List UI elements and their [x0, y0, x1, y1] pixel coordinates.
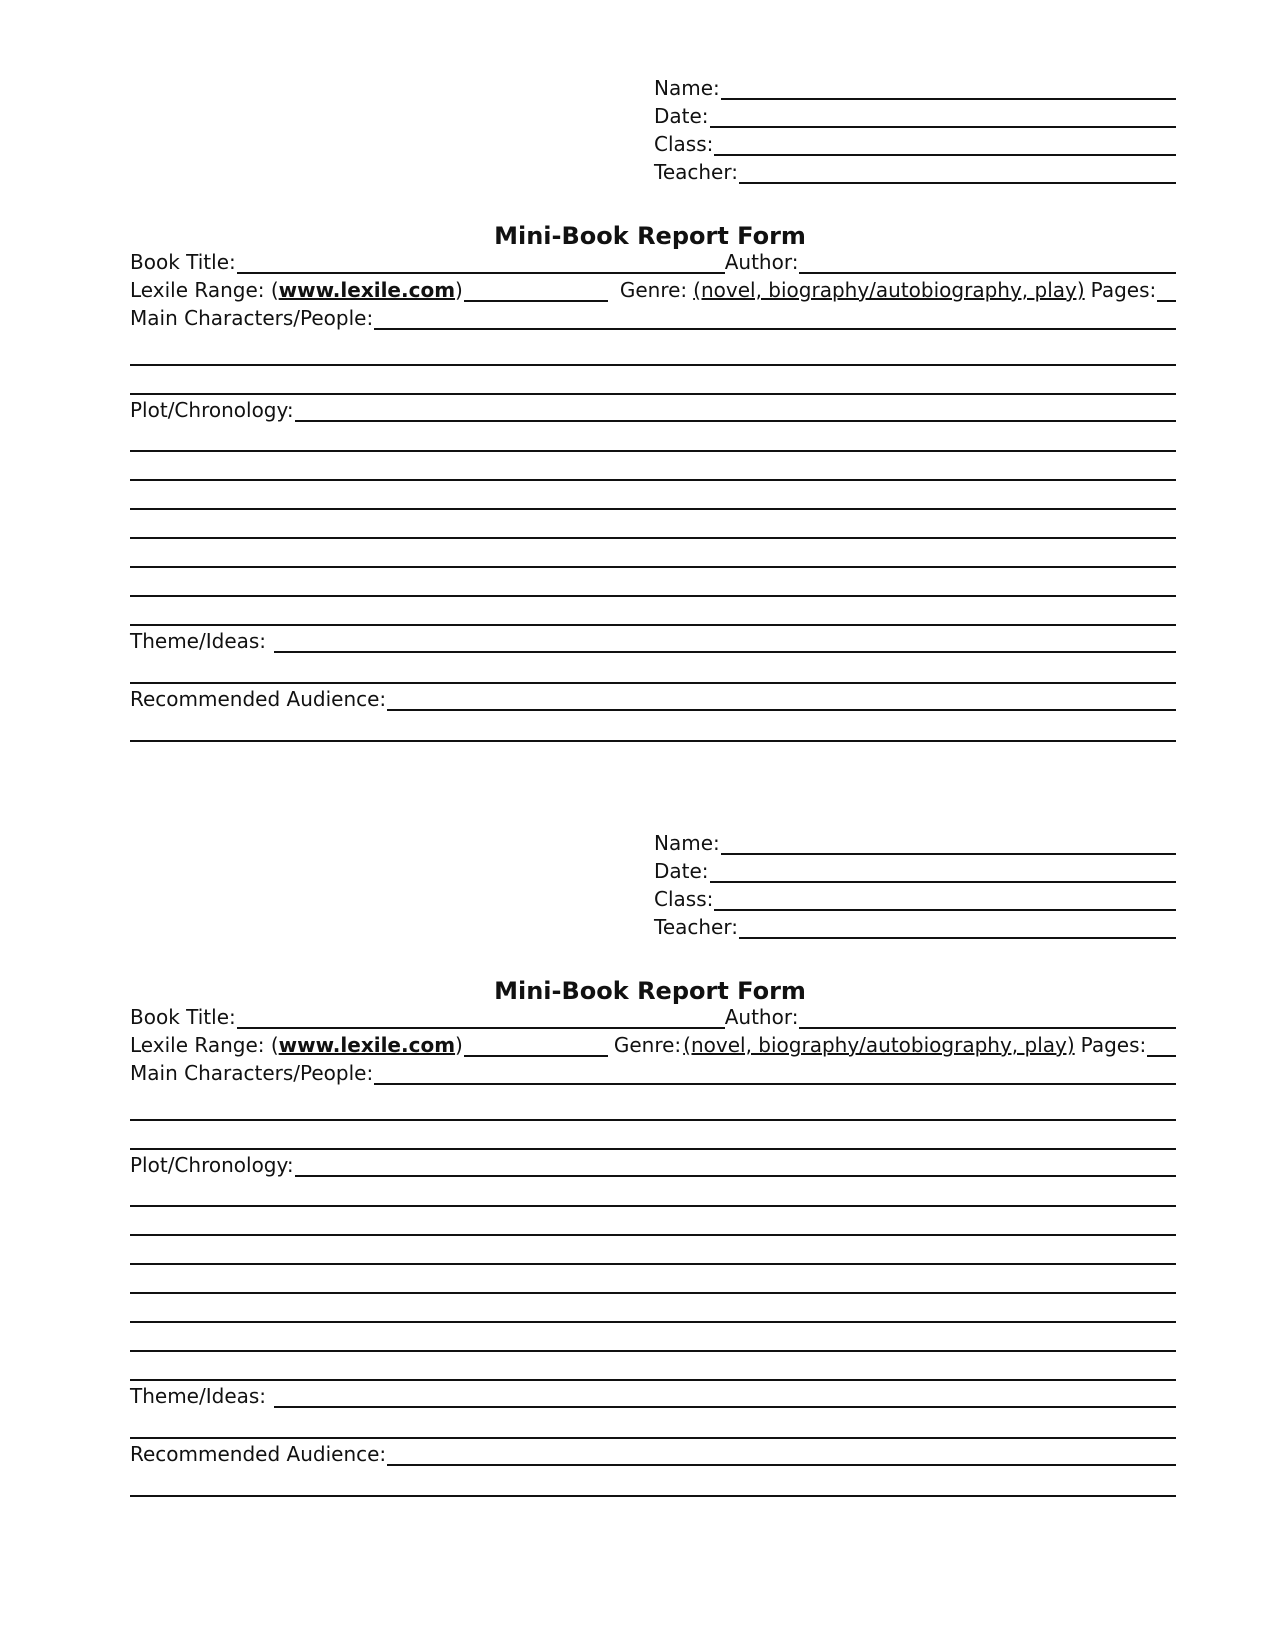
pages-label: Pages: — [1080, 1033, 1147, 1057]
teacher-label: Teacher: — [654, 160, 738, 184]
main-characters-line[interactable] — [130, 1148, 1176, 1150]
lexile-row — [130, 278, 1176, 302]
audience-label: Recommended Audience: — [130, 687, 387, 711]
plot-line[interactable] — [130, 1321, 1176, 1323]
main-characters-field[interactable] — [374, 308, 1176, 330]
lexile-field[interactable] — [464, 280, 608, 302]
plot-line[interactable] — [130, 537, 1176, 539]
teacher-row — [654, 915, 1176, 939]
author-label: Author: — [724, 250, 799, 274]
theme-line[interactable] — [130, 682, 1176, 684]
lexile-close-paren: ) — [455, 1033, 463, 1057]
audience-line[interactable] — [130, 740, 1176, 742]
class-row — [654, 132, 1176, 156]
lexile-row — [130, 1033, 1176, 1057]
book-title-field[interactable] — [237, 252, 725, 274]
lexile-close-paren: ) — [455, 278, 463, 302]
book-title-row — [130, 1005, 1176, 1029]
main-characters-field[interactable] — [374, 1063, 1176, 1085]
book-title-label: Book Title: — [130, 1005, 236, 1029]
plot-line[interactable] — [130, 1350, 1176, 1352]
form-title: Mini-Book Report Form — [494, 977, 806, 1005]
audience-line[interactable] — [130, 1495, 1176, 1497]
author-field[interactable] — [799, 1007, 1176, 1029]
audience-field[interactable] — [387, 689, 1176, 711]
plot-line[interactable] — [130, 1263, 1176, 1265]
plot-line[interactable] — [130, 595, 1176, 597]
date-label: Date: — [654, 859, 709, 883]
plot-line[interactable] — [130, 508, 1176, 510]
plot-row — [130, 1153, 1176, 1177]
main-characters-label: Main Characters/People: — [130, 306, 374, 330]
book-title-label: Book Title: — [130, 250, 236, 274]
audience-row — [130, 1442, 1176, 1466]
name-field[interactable] — [721, 78, 1176, 100]
lexile-link[interactable]: www.lexile.com — [278, 1033, 456, 1057]
plot-line[interactable] — [130, 1379, 1176, 1381]
main-characters-row — [130, 1061, 1176, 1085]
plot-line[interactable] — [130, 624, 1176, 626]
main-characters-row — [130, 306, 1176, 330]
date-row — [654, 104, 1176, 128]
theme-row — [130, 629, 1176, 653]
plot-line[interactable] — [130, 1234, 1176, 1236]
theme-label: Theme/Ideas: — [130, 629, 267, 653]
plot-label: Plot/Chronology: — [130, 398, 294, 422]
genre-options: (novel, biography/autobiography, play) — [693, 278, 1085, 302]
form-title: Mini-Book Report Form — [494, 222, 806, 250]
plot-line[interactable] — [130, 479, 1176, 481]
plot-field[interactable] — [295, 400, 1176, 422]
audience-row — [130, 687, 1176, 711]
name-field[interactable] — [721, 833, 1176, 855]
theme-row — [130, 1384, 1176, 1408]
genre-options: (novel, biography/autobiography, play) — [683, 1033, 1075, 1057]
lexile-label: Lexile Range: ( — [130, 278, 279, 302]
lexile-label: Lexile Range: ( — [130, 1033, 279, 1057]
plot-line[interactable] — [130, 566, 1176, 568]
report-form-2 — [0, 755, 1275, 1515]
class-label: Class: — [654, 132, 714, 156]
theme-field[interactable] — [274, 1386, 1176, 1408]
plot-label: Plot/Chronology: — [130, 1153, 294, 1177]
date-field[interactable] — [710, 106, 1176, 128]
plot-line[interactable] — [130, 450, 1176, 452]
pages-field[interactable] — [1157, 280, 1176, 302]
plot-row — [130, 398, 1176, 422]
book-title-field[interactable] — [237, 1007, 725, 1029]
plot-line[interactable] — [130, 1205, 1176, 1207]
teacher-row — [654, 160, 1176, 184]
plot-line[interactable] — [130, 1292, 1176, 1294]
class-label: Class: — [654, 887, 714, 911]
main-characters-line[interactable] — [130, 1119, 1176, 1121]
theme-field[interactable] — [274, 631, 1176, 653]
lexile-field[interactable] — [464, 1035, 608, 1057]
date-row — [654, 859, 1176, 883]
theme-line[interactable] — [130, 1437, 1176, 1439]
teacher-field[interactable] — [739, 917, 1176, 939]
genre-label: Genre: — [619, 278, 688, 302]
pages-field[interactable] — [1147, 1035, 1176, 1057]
teacher-field[interactable] — [739, 162, 1176, 184]
class-row — [654, 887, 1176, 911]
date-label: Date: — [654, 104, 709, 128]
name-row — [654, 76, 1176, 100]
lexile-link[interactable]: www.lexile.com — [278, 278, 456, 302]
name-label: Name: — [654, 831, 720, 855]
date-field[interactable] — [710, 861, 1176, 883]
main-characters-line[interactable] — [130, 393, 1176, 395]
genre-label: Genre: — [613, 1033, 682, 1057]
plot-field[interactable] — [295, 1155, 1176, 1177]
teacher-label: Teacher: — [654, 915, 738, 939]
theme-label: Theme/Ideas: — [130, 1384, 267, 1408]
book-title-row — [130, 250, 1176, 274]
pages-label: Pages: — [1090, 278, 1157, 302]
name-label: Name: — [654, 76, 720, 100]
class-field[interactable] — [714, 134, 1176, 156]
author-field[interactable] — [799, 252, 1176, 274]
author-label: Author: — [724, 1005, 799, 1029]
main-characters-label: Main Characters/People: — [130, 1061, 374, 1085]
audience-field[interactable] — [387, 1444, 1176, 1466]
report-form-1 — [0, 0, 1275, 760]
audience-label: Recommended Audience: — [130, 1442, 387, 1466]
class-field[interactable] — [714, 889, 1176, 911]
name-row — [654, 831, 1176, 855]
main-characters-line[interactable] — [130, 364, 1176, 366]
